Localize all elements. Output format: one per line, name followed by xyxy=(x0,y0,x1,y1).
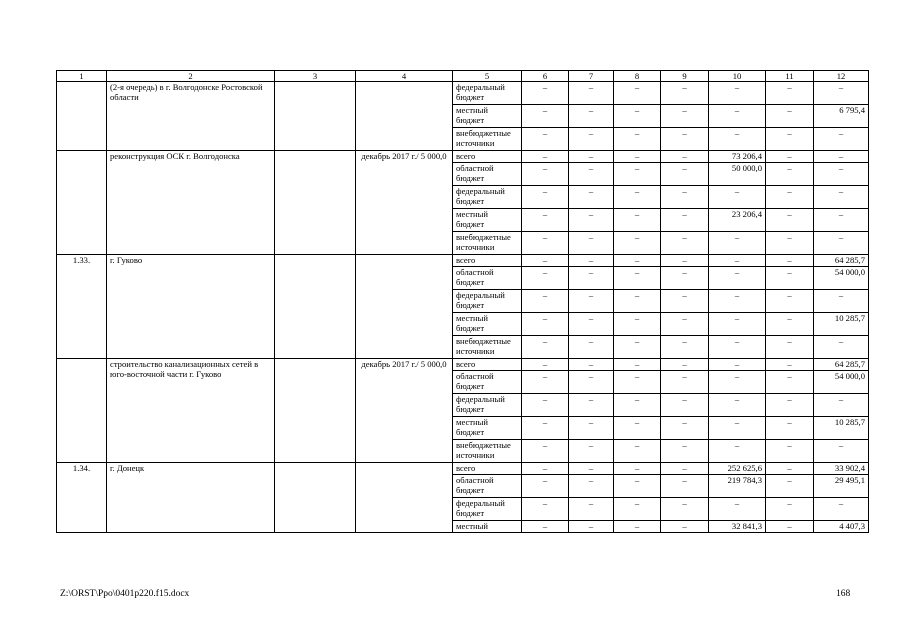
amount-cell: – xyxy=(766,82,814,105)
amount-cell: – xyxy=(661,232,709,255)
amount-cell: – xyxy=(814,440,869,463)
amount-cell: – xyxy=(766,186,814,209)
amount-cell: – xyxy=(569,232,614,255)
amount-cell: – xyxy=(766,417,814,440)
table-row xyxy=(57,255,869,267)
amount-cell: 50 000,0 xyxy=(709,163,766,186)
amount-cell: – xyxy=(569,290,614,313)
amount-cell: – xyxy=(661,186,709,209)
amount-cell: – xyxy=(766,498,814,521)
amount-cell: – xyxy=(569,151,614,163)
funding-source: внебюджетные источники xyxy=(453,128,522,151)
amount-cell: – xyxy=(709,186,766,209)
funding-source: внебюджетные источники xyxy=(453,336,522,359)
amount-cell: – xyxy=(709,105,766,128)
funding-source: местный бюджет xyxy=(453,313,522,336)
amount-cell: – xyxy=(569,417,614,440)
amount-cell: – xyxy=(766,128,814,151)
amount-cell: – xyxy=(709,82,766,105)
amount-cell: – xyxy=(522,463,569,475)
amount-cell: – xyxy=(614,475,661,498)
amount-cell: – xyxy=(661,371,709,394)
amount-cell: – xyxy=(661,151,709,163)
funding-source: местный xyxy=(453,521,522,533)
amount-cell: – xyxy=(522,128,569,151)
amount-cell: – xyxy=(766,151,814,163)
amount-cell: – xyxy=(569,371,614,394)
item-number: 1.33. xyxy=(57,255,107,359)
amount-cell: – xyxy=(661,417,709,440)
amount-cell: – xyxy=(766,232,814,255)
amount-cell: – xyxy=(614,440,661,463)
amount-cell: – xyxy=(614,336,661,359)
amount-cell: – xyxy=(522,371,569,394)
funding-source: областной бюджет xyxy=(453,267,522,290)
funding-source: федеральный бюджет xyxy=(453,290,522,313)
amount-cell: – xyxy=(709,371,766,394)
amount-cell: – xyxy=(569,475,614,498)
funding-source: всего xyxy=(453,359,522,371)
column-number: 8 xyxy=(614,71,661,82)
item-description: строительство канализационных сетей в юго-восточной части г. Гуково xyxy=(107,359,275,463)
amount-cell: – xyxy=(814,498,869,521)
funding-source: местный бюджет xyxy=(453,209,522,232)
amount-cell: – xyxy=(766,359,814,371)
amount-cell: – xyxy=(766,105,814,128)
amount-cell: – xyxy=(661,290,709,313)
amount-cell: – xyxy=(569,359,614,371)
amount-cell: 73 206,4 xyxy=(709,151,766,163)
amount-cell: – xyxy=(614,371,661,394)
amount-cell: – xyxy=(661,521,709,533)
item-deadline-cost xyxy=(356,255,453,359)
amount-cell: – xyxy=(569,186,614,209)
amount-cell: – xyxy=(661,440,709,463)
amount-cell: – xyxy=(814,82,869,105)
amount-cell: 10 285,7 xyxy=(814,313,869,336)
funding-source: областной бюджет xyxy=(453,163,522,186)
budget-table-page xyxy=(56,70,868,578)
funding-source: федеральный бюджет xyxy=(453,82,522,105)
amount-cell: – xyxy=(614,82,661,105)
column-number: 1 xyxy=(57,71,107,82)
page-number: 168 xyxy=(836,589,851,599)
amount-cell: – xyxy=(522,105,569,128)
item-column-3 xyxy=(275,255,356,359)
amount-cell: – xyxy=(709,313,766,336)
column-number: 6 xyxy=(522,71,569,82)
amount-cell: – xyxy=(614,313,661,336)
amount-cell: – xyxy=(569,255,614,267)
item-number: 1.34. xyxy=(57,463,107,533)
funding-source: всего xyxy=(453,255,522,267)
table-row xyxy=(57,151,869,163)
amount-cell: – xyxy=(522,417,569,440)
amount-cell: – xyxy=(766,267,814,290)
amount-cell: 23 206,4 xyxy=(709,209,766,232)
amount-cell: – xyxy=(661,82,709,105)
amount-cell: – xyxy=(569,463,614,475)
item-description: г. Гуково xyxy=(107,255,275,359)
item-description: реконструкция ОСК г. Волгодонска xyxy=(107,151,275,255)
amount-cell: – xyxy=(766,440,814,463)
column-number: 11 xyxy=(766,71,814,82)
amount-cell: – xyxy=(766,336,814,359)
amount-cell: – xyxy=(614,105,661,128)
funding-source: внебюджетные источники xyxy=(453,232,522,255)
amount-cell: – xyxy=(661,313,709,336)
funding-source: внебюджетные источники xyxy=(453,440,522,463)
amount-cell: – xyxy=(661,394,709,417)
item-number xyxy=(57,359,107,463)
amount-cell: 64 285,7 xyxy=(814,255,869,267)
amount-cell: 4 407,3 xyxy=(814,521,869,533)
column-number-row xyxy=(57,71,869,82)
amount-cell: – xyxy=(522,394,569,417)
item-description: (2-я очередь) в г. Волгодонске Ростовской области xyxy=(107,82,275,151)
amount-cell: – xyxy=(569,440,614,463)
item-deadline-cost xyxy=(356,463,453,533)
item-number xyxy=(57,151,107,255)
amount-cell: 252 625,6 xyxy=(709,463,766,475)
amount-cell: – xyxy=(614,394,661,417)
amount-cell: – xyxy=(709,394,766,417)
amount-cell: – xyxy=(614,498,661,521)
amount-cell: – xyxy=(766,475,814,498)
item-deadline-cost: декабрь 2017 г./ 5 000,0 xyxy=(356,359,453,463)
amount-cell: – xyxy=(766,290,814,313)
column-number: 4 xyxy=(356,71,453,82)
table-row xyxy=(57,359,869,371)
amount-cell: – xyxy=(661,163,709,186)
amount-cell: 32 841,3 xyxy=(709,521,766,533)
amount-cell: – xyxy=(569,394,614,417)
funding-source: федеральный бюджет xyxy=(453,186,522,209)
amount-cell: – xyxy=(614,209,661,232)
amount-cell: – xyxy=(522,290,569,313)
amount-cell: – xyxy=(614,151,661,163)
amount-cell: – xyxy=(522,336,569,359)
amount-cell: – xyxy=(709,255,766,267)
amount-cell: – xyxy=(522,498,569,521)
amount-cell: – xyxy=(522,209,569,232)
amount-cell: – xyxy=(614,163,661,186)
item-deadline-cost xyxy=(356,82,453,151)
funding-source: местный бюджет xyxy=(453,417,522,440)
amount-cell: – xyxy=(766,209,814,232)
column-number: 7 xyxy=(569,71,614,82)
table-row xyxy=(57,82,869,105)
amount-cell: – xyxy=(614,290,661,313)
column-number: 12 xyxy=(814,71,869,82)
amount-cell: – xyxy=(814,394,869,417)
funding-source: всего xyxy=(453,463,522,475)
column-number: 2 xyxy=(107,71,275,82)
amount-cell: 33 902,4 xyxy=(814,463,869,475)
amount-cell: – xyxy=(522,163,569,186)
amount-cell: – xyxy=(569,105,614,128)
amount-cell: – xyxy=(522,82,569,105)
amount-cell: – xyxy=(709,498,766,521)
amount-cell: – xyxy=(522,267,569,290)
amount-cell: – xyxy=(814,163,869,186)
amount-cell: – xyxy=(614,128,661,151)
amount-cell: – xyxy=(814,151,869,163)
amount-cell: 10 285,7 xyxy=(814,417,869,440)
amount-cell: – xyxy=(709,336,766,359)
amount-cell: – xyxy=(614,186,661,209)
amount-cell: – xyxy=(522,521,569,533)
amount-cell: – xyxy=(569,521,614,533)
column-number: 3 xyxy=(275,71,356,82)
amount-cell: 54 000,0 xyxy=(814,371,869,394)
amount-cell: – xyxy=(661,475,709,498)
column-number: 5 xyxy=(453,71,522,82)
amount-cell: – xyxy=(569,209,614,232)
amount-cell: – xyxy=(661,336,709,359)
amount-cell: 29 495,1 xyxy=(814,475,869,498)
item-column-3 xyxy=(275,151,356,255)
amount-cell: – xyxy=(522,313,569,336)
amount-cell: – xyxy=(614,255,661,267)
amount-cell: – xyxy=(661,209,709,232)
amount-cell: – xyxy=(661,128,709,151)
amount-cell: – xyxy=(814,209,869,232)
amount-cell: – xyxy=(522,440,569,463)
amount-cell: – xyxy=(709,359,766,371)
amount-cell: – xyxy=(569,128,614,151)
amount-cell: – xyxy=(661,267,709,290)
amount-cell: – xyxy=(569,163,614,186)
item-number xyxy=(57,82,107,151)
amount-cell: – xyxy=(766,371,814,394)
amount-cell: 54 000,0 xyxy=(814,267,869,290)
amount-cell: – xyxy=(614,232,661,255)
amount-cell: – xyxy=(614,521,661,533)
amount-cell: – xyxy=(766,394,814,417)
funding-source: федеральный бюджет xyxy=(453,394,522,417)
amount-cell: – xyxy=(569,267,614,290)
amount-cell: 219 784,3 xyxy=(709,475,766,498)
funding-source: всего xyxy=(453,151,522,163)
funding-source: федеральный бюджет xyxy=(453,498,522,521)
footer-file-path: Z:\ORST\Ppo\0401p220.f15.docx xyxy=(60,589,190,599)
amount-cell: – xyxy=(709,440,766,463)
column-number: 10 xyxy=(709,71,766,82)
amount-cell: – xyxy=(661,498,709,521)
amount-cell: – xyxy=(522,255,569,267)
amount-cell: – xyxy=(814,232,869,255)
amount-cell: – xyxy=(766,521,814,533)
funding-source: областной бюджет xyxy=(453,475,522,498)
table-row xyxy=(57,463,869,475)
amount-cell: – xyxy=(661,105,709,128)
amount-cell: – xyxy=(814,128,869,151)
amount-cell: – xyxy=(569,336,614,359)
amount-cell: 64 285,7 xyxy=(814,359,869,371)
item-column-3 xyxy=(275,82,356,151)
amount-cell: – xyxy=(814,186,869,209)
amount-cell: – xyxy=(569,82,614,105)
amount-cell: – xyxy=(522,232,569,255)
funding-source: местный бюджет xyxy=(453,105,522,128)
amount-cell: – xyxy=(614,463,661,475)
amount-cell: – xyxy=(614,267,661,290)
amount-cell: – xyxy=(709,417,766,440)
amount-cell: – xyxy=(709,232,766,255)
amount-cell: – xyxy=(709,290,766,313)
amount-cell: – xyxy=(522,151,569,163)
amount-cell: – xyxy=(709,128,766,151)
budget-table xyxy=(56,70,869,533)
amount-cell: – xyxy=(766,463,814,475)
amount-cell: – xyxy=(661,359,709,371)
item-deadline-cost: декабрь 2017 г./ 5 000,0 xyxy=(356,151,453,255)
amount-cell: – xyxy=(522,475,569,498)
amount-cell: – xyxy=(569,498,614,521)
amount-cell: 6 795,4 xyxy=(814,105,869,128)
amount-cell: – xyxy=(814,336,869,359)
amount-cell: – xyxy=(614,359,661,371)
column-number: 9 xyxy=(661,71,709,82)
amount-cell: – xyxy=(522,186,569,209)
amount-cell: – xyxy=(661,463,709,475)
amount-cell: – xyxy=(569,313,614,336)
funding-source: областной бюджет xyxy=(453,371,522,394)
amount-cell: – xyxy=(814,290,869,313)
amount-cell: – xyxy=(766,163,814,186)
item-column-3 xyxy=(275,359,356,463)
item-description: г. Донецк xyxy=(107,463,275,533)
amount-cell: – xyxy=(766,255,814,267)
item-column-3 xyxy=(275,463,356,533)
amount-cell: – xyxy=(522,359,569,371)
amount-cell: – xyxy=(661,255,709,267)
amount-cell: – xyxy=(614,417,661,440)
amount-cell: – xyxy=(709,267,766,290)
amount-cell: – xyxy=(766,313,814,336)
